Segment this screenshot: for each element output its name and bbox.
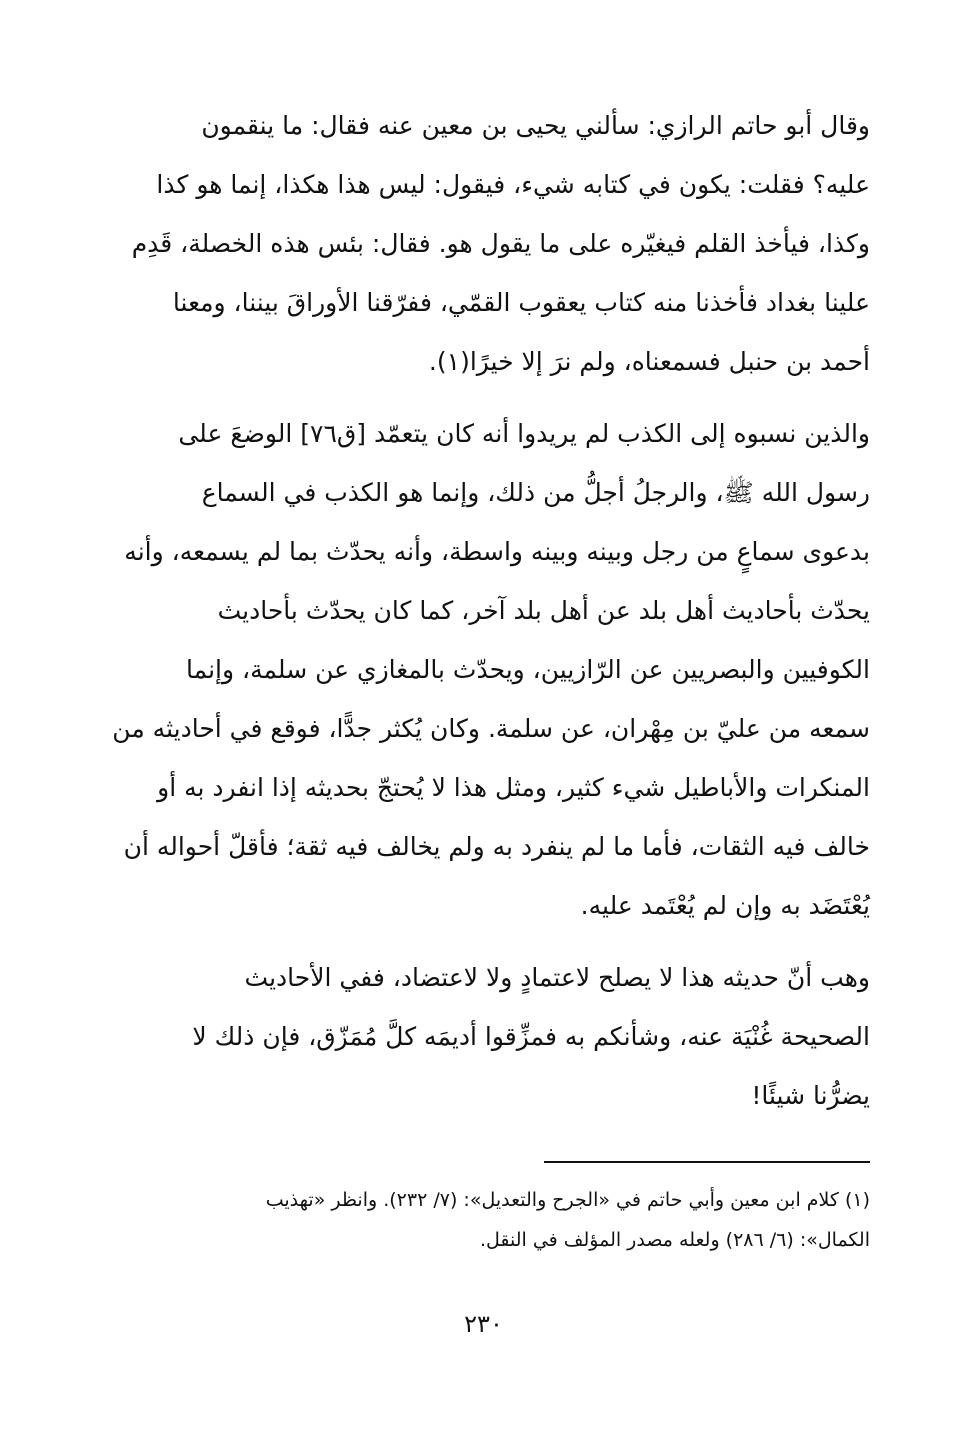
footnote-line: الكمال»: (٦/ ٢٨٦) ولعله مصدر المؤلف في النقل.	[479, 1229, 870, 1251]
text-line: المنكرات والأباطيل شيء كثير، ومثل هذا لا يُحتجّ بحديثه إذا انفرد به أو	[157, 773, 870, 802]
text-line: الكوفيين والبصريين عن الرّازيين، ويحدّث بالمغازي عن سلمة، وإنما	[186, 655, 870, 684]
footnote-1	[64, 1180, 870, 1260]
text-line: عليه؟ فقلت: يكون في كتابه شيء، فيقول: ليس هذا هكذا، إنما هو كذا	[156, 170, 870, 199]
footnote-line: (١) كلام ابن معين وأبي حاتم في «الجرح والتعديل»: (٧/ ٢٣٢). وانظر «تهذيب	[265, 1189, 870, 1211]
paragraph-1	[64, 96, 870, 391]
text-line: بدعوى سماعٍ من رجل وبينه وبينه واسطة، وأنه يحدّث بما لم يسمعه، وأنه	[124, 537, 870, 566]
paragraph-2	[64, 404, 870, 935]
text-line: والذين نسبوه إلى الكذب لم يريدوا أنه كان يتعمّد [ق٧٦] الوضعَ على	[178, 419, 870, 448]
text-line: الصحيحة غُنْيَة عنه، وشأنكم به فمزِّقوا أديمَه كلَّ مُمَزّق، فإن ذلك لا	[192, 1022, 870, 1051]
footnote-divider	[544, 1161, 870, 1163]
text-line: يضرُّنا شيئًا!	[751, 1081, 870, 1110]
text-line: وقال أبو حاتم الرازي: سألني يحيى بن معين عنه فقال: ما ينقمون	[201, 111, 870, 140]
text-line: علينا بغداد فأخذنا منه كتاب يعقوب القمّي، ففرّقنا الأوراقَ بيننا، ومعنا	[172, 288, 870, 317]
main-text	[64, 96, 870, 1125]
text-line: وكذا، فيأخذ القلم فيغيّره على ما يقول هو. فقال: بئس هذه الخصلة، قَدِم	[131, 229, 870, 258]
footnotes	[64, 1180, 870, 1260]
text-line: خالف فيه الثقات، فأما ما لم ينفرد به ولم يخالف فيه ثقة؛ فأقلّ أحواله أن	[123, 832, 870, 861]
text-line: أحمد بن حنبل فسمعناه، ولم نرَ إلا خيرًا(١).	[428, 347, 870, 376]
text-line: سمعه من عليّ بن مِهْران، عن سلمة. وكان يُكثر جدًّا، فوقع في أحاديثه من	[112, 714, 870, 743]
text-line: رسول الله ﷺ، والرجلُ أجلُّ من ذلك، وإنما هو الكذب في السماع	[201, 478, 870, 507]
paragraph-3	[64, 948, 870, 1125]
text-line: يحدّث بأحاديث أهل بلد عن أهل بلد آخر، كما كان يحدّث بأحاديث	[217, 596, 870, 625]
text-line: وهب أنّ حديثه هذا لا يصلح لاعتمادٍ ولا لاعتضاد، ففي الأحاديث	[244, 963, 870, 992]
page-number: ٢٣٠	[464, 1310, 503, 1338]
text-line: يُعْتَضَد به وإن لم يُعْتَمد عليه.	[580, 891, 870, 920]
